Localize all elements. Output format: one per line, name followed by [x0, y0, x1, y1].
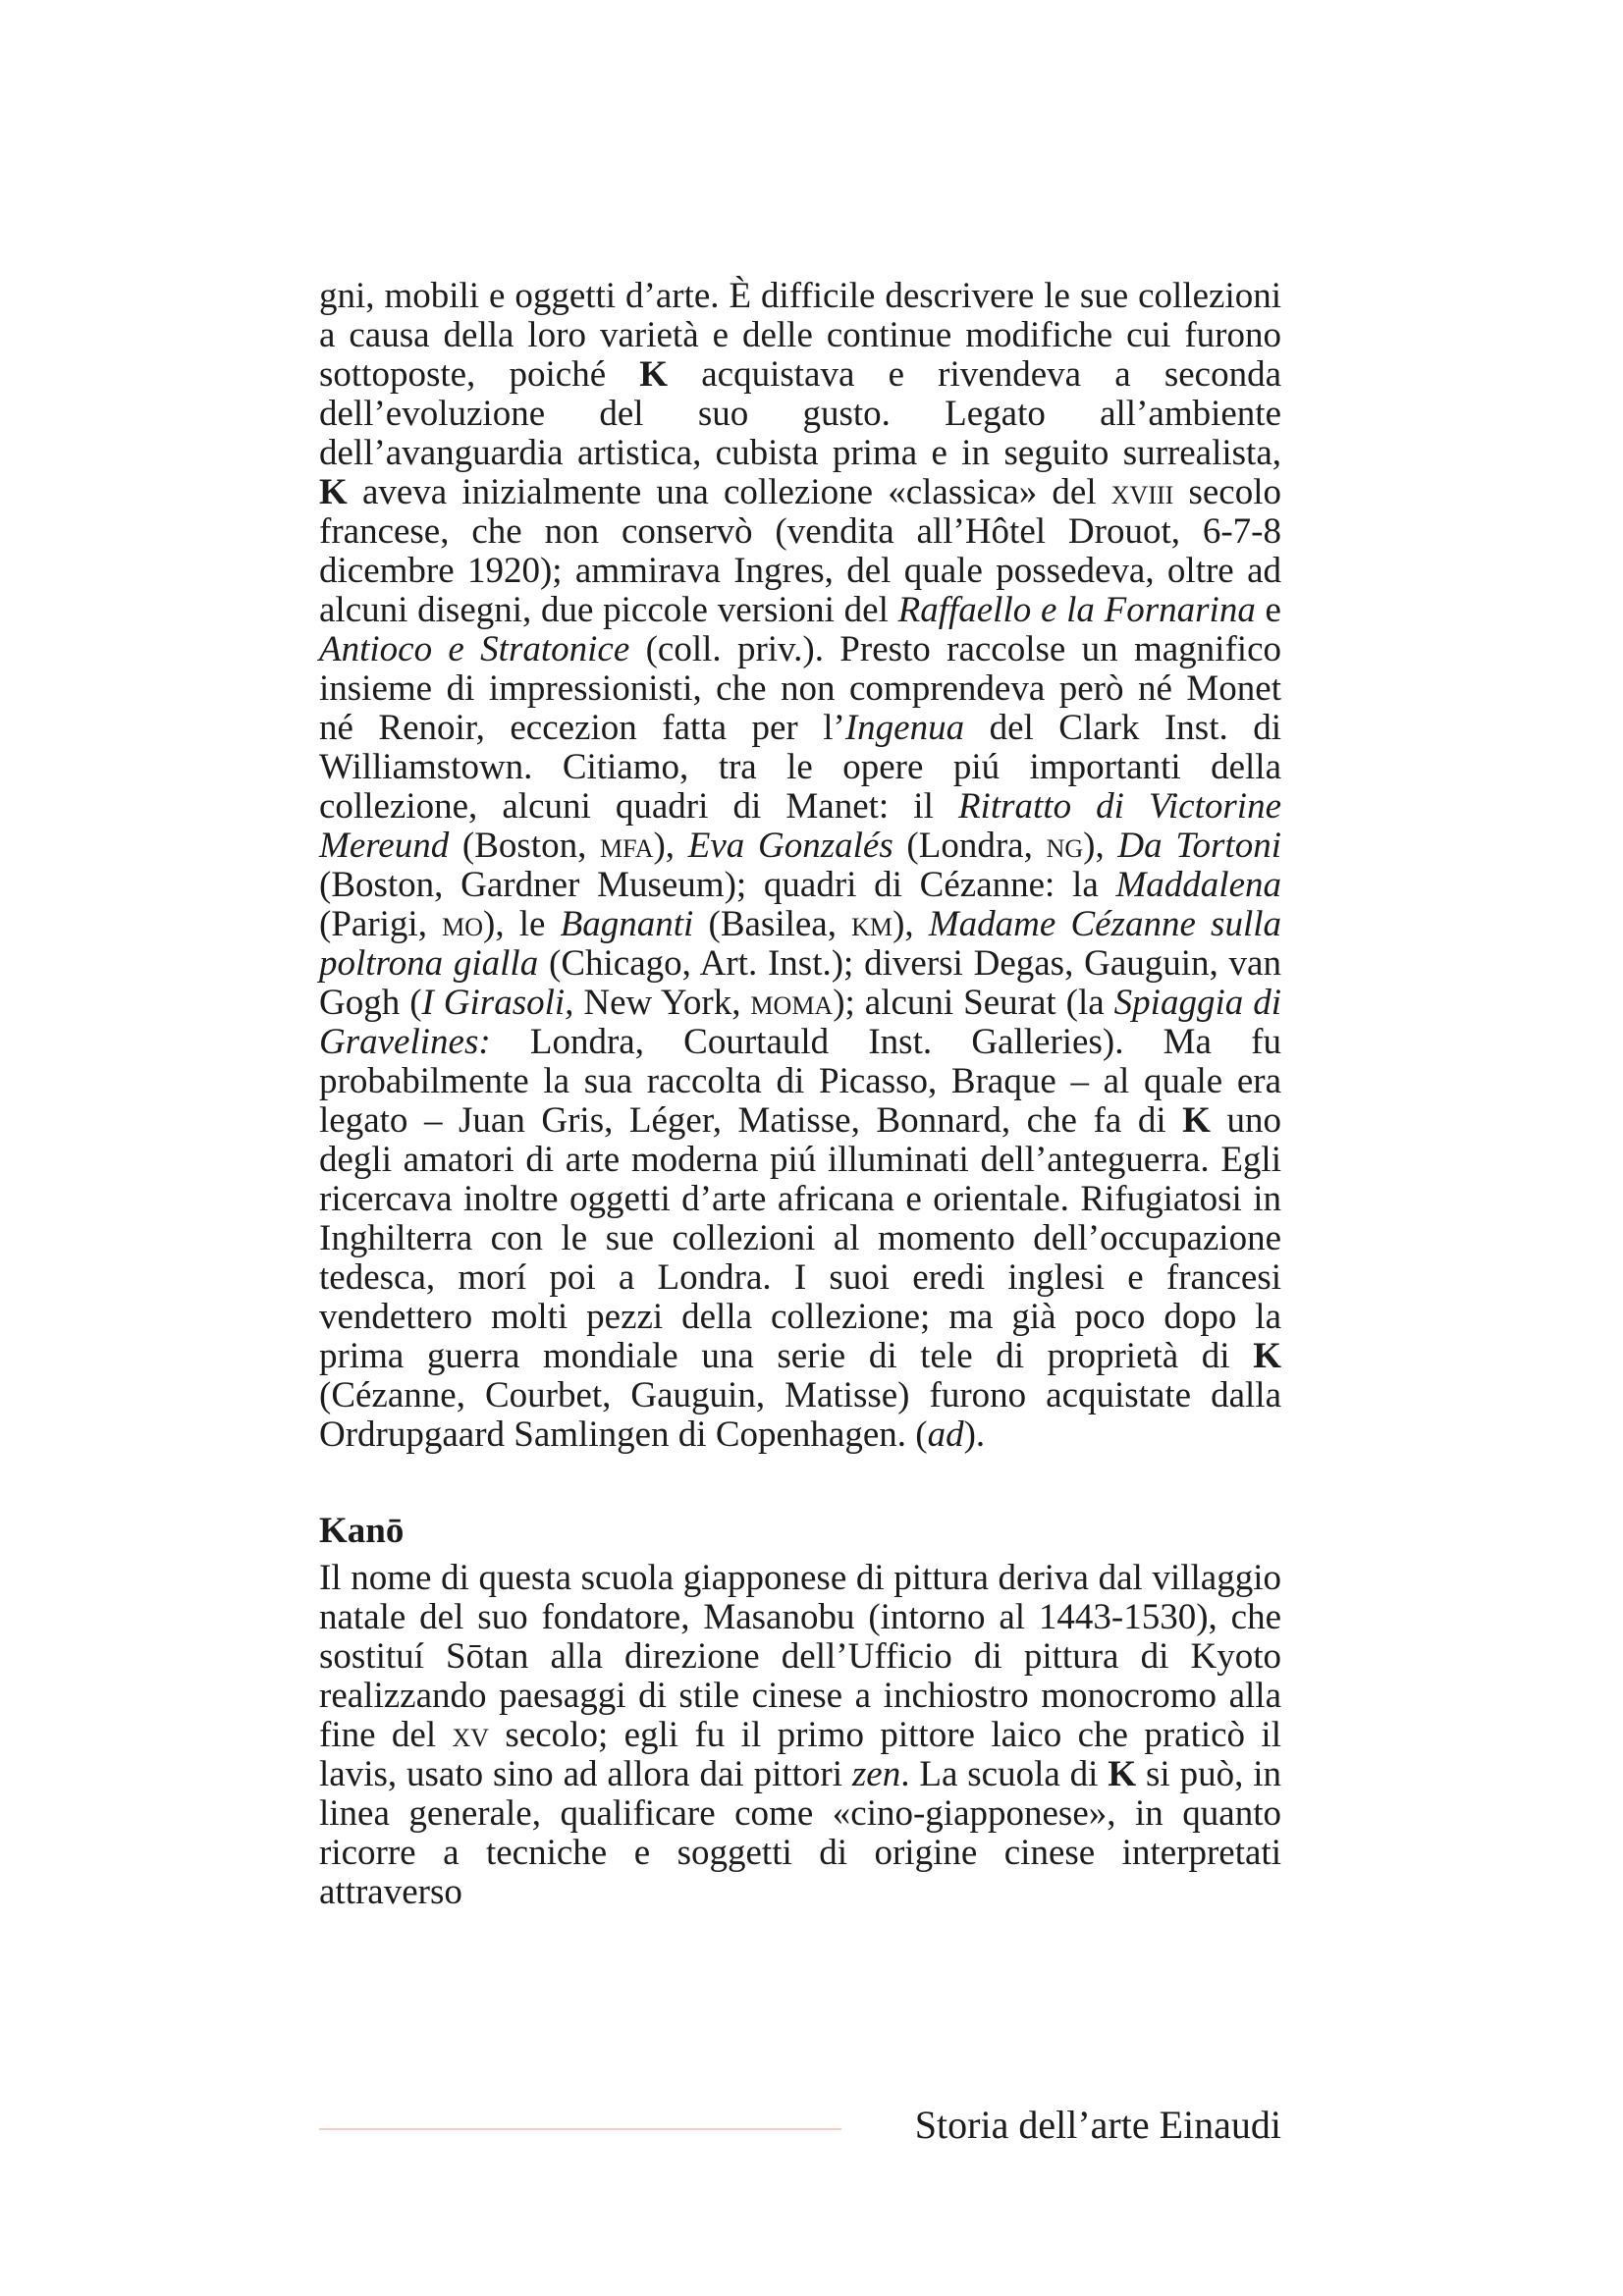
- text-run: secolo; egli fu il primo pittore laico che praticò il lavis, usato sino ad allora dai pittori: [319, 1715, 1281, 1794]
- entry-abbreviation: K: [1253, 1336, 1281, 1376]
- text-column: [319, 277, 1281, 1912]
- text-run: e: [1255, 590, 1281, 630]
- page-footer: [319, 2103, 1281, 2148]
- text-run: aveva inizialmente una collezione «classica» del: [347, 472, 1111, 512]
- artwork-title: Raffaello e la Fornarina: [897, 590, 1256, 630]
- text-run: ),: [653, 826, 688, 866]
- text-run: (Boston, Gardner Museum); quadri di Cézanne: la: [319, 865, 1116, 905]
- century-numeral: xv: [452, 1715, 490, 1755]
- text-run: . La scuola di: [900, 1754, 1109, 1794]
- text-run: uno degli amatori di arte moderna piú illuminati dell’anteguerra. Egli ricercava inoltre oggetti d’arte africana e orientale. Rifugiatosi in Inghilterra con le sue collezioni al momento dell’occupazione tedesca, morí poi a Londra. I suoi eredi inglesi e francesi vendettero molti pezzi della collezione; ma già poco dopo la prima guerra mondiale una serie di tele di proprietà di: [319, 1100, 1282, 1376]
- text-run: (Parigi,: [319, 904, 443, 944]
- entry-separator: [319, 1455, 1281, 1512]
- footer-title: Storia dell’arte Einaudi: [914, 2103, 1281, 2147]
- text-run: ).: [963, 1415, 986, 1455]
- museum-abbreviation: km: [851, 904, 893, 944]
- text-run: ),: [1083, 826, 1118, 866]
- artwork-title: Antioco e Stratonice: [319, 629, 630, 669]
- museum-abbreviation: mfa: [600, 826, 654, 866]
- entry-abbreviation: K: [639, 354, 669, 395]
- artwork-title: Da Tortoni: [1117, 826, 1281, 866]
- text-run: acquistava e rivendeva a seconda dell’evoluzione del suo gusto. Legato all’ambiente dell’avanguardia artistica, cubista prima e in seguito surrealista,: [319, 354, 1281, 473]
- museum-abbreviation: ng: [1046, 826, 1084, 866]
- text-run: si può, in linea generale, qualificare come «cino-giapponese», in quanto ricorre a tecniche e soggetti di origine cinese interpretati attraverso: [319, 1754, 1282, 1912]
- artwork-title: Ritratto di Victorine Mereund: [319, 786, 1281, 866]
- artwork-title: Spiaggia di Gravelines:: [319, 983, 1281, 1062]
- text-run: gni, mobili e oggetti d’arte. È difficile descrivere le sue collezioni a causa della loro varietà e delle continue modifiche cui furono sottoposte, poiché: [319, 276, 1281, 395]
- text-run: ),: [893, 904, 929, 944]
- text-run: Il nome di questa scuola giapponese di pittura deriva dal villaggio natale del suo fondatore, Masanobu (intorno al 1443-1530), che sostituí Sōtan alla direzione dell’Ufficio di pittura di Kyoto realizzando paesaggi di stile cinese a inchiostro monocromo alla fine del: [319, 1558, 1281, 1755]
- entry-abbreviation: K: [319, 472, 348, 512]
- italic-term: zen: [851, 1754, 901, 1794]
- entry-kano-paragraph: [319, 1559, 1281, 1912]
- author-initials: ad: [927, 1415, 964, 1455]
- text-run: (Londra,: [893, 826, 1047, 866]
- text-run: del Clark Inst. di Williamstown. Citiamo, tra le opere piú importanti della collezione, alcuni quadri di Manet: il: [319, 708, 1282, 827]
- text-run: ); alcuni Seurat (la: [833, 983, 1114, 1023]
- entry-heading: Kanō: [319, 1511, 405, 1551]
- text-run: New York,: [573, 983, 751, 1023]
- text-run: (Chicago, Art. Inst.); diversi Degas, Gauguin, van Gogh (: [319, 943, 1281, 1023]
- museum-abbreviation: moma: [750, 983, 834, 1023]
- text-run: (coll. priv.). Presto raccolse un magnifico insieme di impressionisti, che non comprendeva però né Monet né Renoir, eccezion fatta per l’: [319, 629, 1281, 748]
- entry-abbreviation: K: [1182, 1100, 1211, 1141]
- entry-continuation-paragraph: [319, 277, 1281, 1455]
- artwork-title: Bagnanti: [560, 904, 694, 944]
- artwork-title: Madame Cézanne sulla poltrona gialla: [319, 904, 1281, 984]
- text-run: ), le: [483, 904, 561, 944]
- artwork-title: Eva Gonzalés: [687, 826, 893, 866]
- artwork-title: I Girasoli,: [421, 983, 574, 1023]
- text-run: (Boston,: [449, 826, 601, 866]
- text-run: (Basilea,: [693, 904, 852, 944]
- museum-abbreviation: mo: [442, 904, 484, 944]
- text-run: secolo francese, che non conservò (vendita all’Hôtel Drouot, 6-7-8 dicembre 1920); ammirava Ingres, del quale possedeva, oltre ad alcuni disegni, due piccole versioni del: [319, 472, 1281, 630]
- footer-rule: [319, 2128, 841, 2130]
- text-run: (Cézanne, Courbet, Gauguin, Matisse) furono acquistate dalla Ordrupgaard Samlingen di Copenhagen. (: [319, 1375, 1281, 1455]
- text-run: Londra, Courtauld Inst. Galleries). Ma fu probabilmente la sua raccolta di Picasso, Braque – al quale era legato – Juan Gris, Léger, Matisse, Bonnard, che fa di: [319, 1022, 1281, 1141]
- century-numeral: xviii: [1110, 472, 1174, 512]
- artwork-title: Maddalena: [1115, 865, 1281, 905]
- artwork-title: Ingenua: [844, 708, 965, 748]
- entry-abbreviation: K: [1108, 1754, 1137, 1794]
